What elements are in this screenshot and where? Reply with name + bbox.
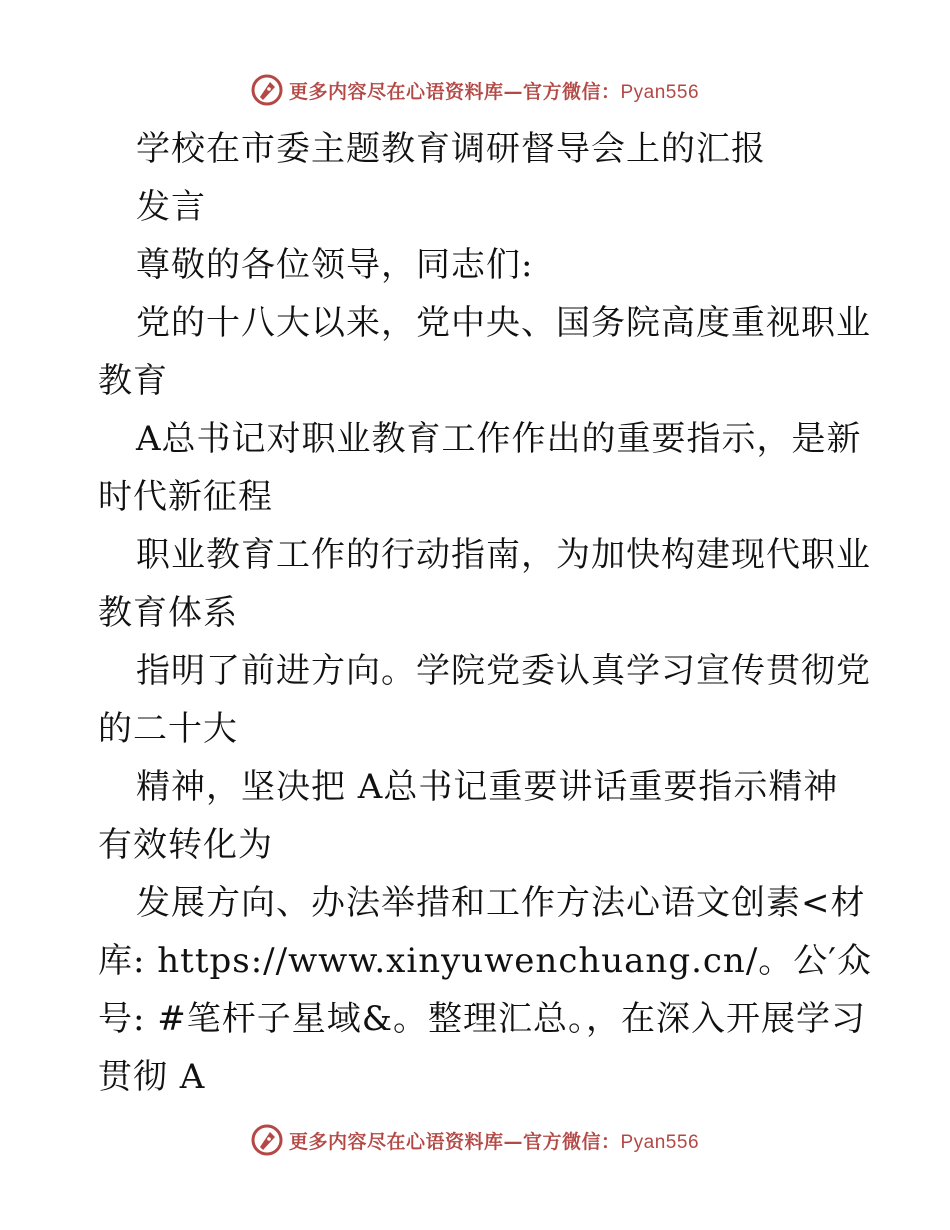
document-line: A总书记对职业教育工作作出的重要指示，是新: [136, 419, 862, 459]
document-line: 教育体系: [98, 593, 238, 633]
banner-text: 更多内容尽在心语资料库—官方微信：Pyan556: [288, 1130, 700, 1153]
document-body: [98, 120, 873, 1106]
document-line: 学校在市委主题教育调研督导会上的汇报: [136, 129, 766, 169]
document-line: 党的十八大以来，党中央、国务院高度重视职业: [136, 303, 871, 343]
document-line: 发展方向、办法举措和工作方法心语文创素<材: [136, 883, 866, 923]
document-line: 有效转化为: [98, 825, 273, 865]
footer-banner: [0, 1122, 950, 1158]
document-line: 指明了前进方向。学院党委认真学习宣传贯彻党: [136, 651, 871, 691]
document-line: 号: #笔杆子星域&。整理汇总。，在深入开展学习: [98, 999, 867, 1039]
document-line: 精神，坚决把 A总书记重要讲话重要指示精神: [136, 767, 839, 807]
pen-nib-logo-icon: [251, 1124, 283, 1156]
pen-nib-logo-icon: [251, 74, 283, 106]
header-banner: [0, 72, 950, 108]
document-line: 尊敬的各位领导，同志们:: [136, 245, 534, 285]
document-line: 发言: [136, 187, 206, 227]
document-line: 的二十大: [98, 709, 238, 749]
document-line: 贯彻 A: [98, 1057, 206, 1097]
banner-text: 更多内容尽在心语资料库—官方微信：Pyan556: [288, 80, 700, 103]
document-line: 教育: [98, 361, 168, 401]
document-line: 时代新征程: [98, 477, 273, 517]
document-line: 职业教育工作的行动指南，为加快构建现代职业: [136, 535, 871, 575]
document-line: 库: https://www.xinyuwenchuang.cn/。公′众: [98, 941, 873, 981]
